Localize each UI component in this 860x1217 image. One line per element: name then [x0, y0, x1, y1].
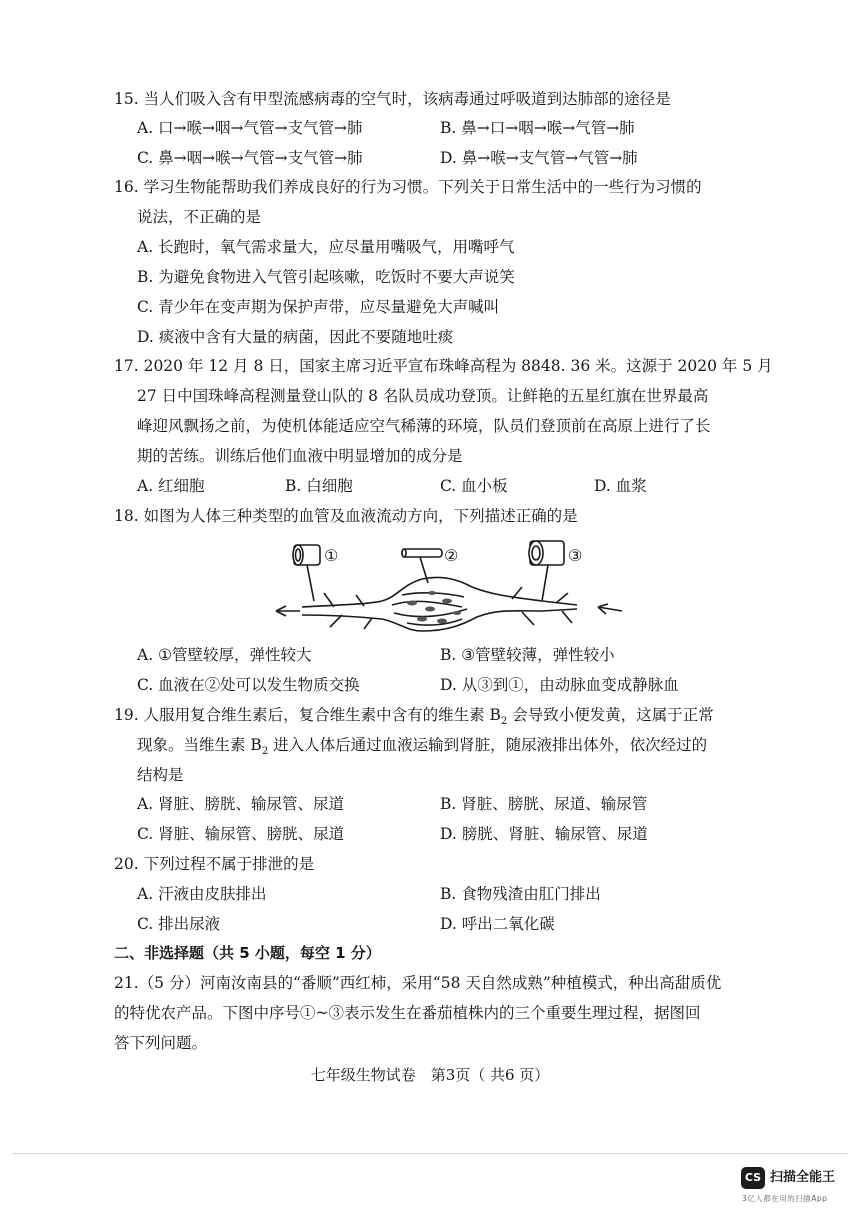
vessel-label-1: ① [324, 546, 339, 565]
q19-option-c: C. 肾脏、输尿管、膀胱、尿道 [137, 825, 345, 843]
camscanner-logo-icon: CS [741, 1167, 765, 1189]
q15-option-b: B. 鼻→口→咽→喉→气管→肺 [440, 119, 635, 137]
q17-option-a: A. 红细胞 [137, 477, 205, 495]
q15-stem: 15. 当人们吸入含有甲型流感病毒的空气时，该病毒通过呼吸道到达肺部的途径是 [114, 90, 671, 108]
q17-stem-line3: 峰迎风飘扬之前，为使机体能适应空气稀薄的环境，队员们登顶前在高原上进行了长 [137, 417, 711, 435]
q16-option-a: A. 长跑时，氧气需求量大，应尽量用嘴吸气，用嘴呼气 [137, 238, 515, 256]
q15-option-c: C. 鼻→咽→喉→气管→支气管→肺 [137, 149, 363, 167]
flow-arrow-left [276, 606, 300, 616]
q17-stem-line1: 17. 2020 年 12 月 8 日，国家主席习近平宣布珠峰高程为 8848. 36 米。这源于 2020 年 5 月 [114, 357, 773, 375]
q19-stem-line1-part1: 19. 人服用复合维生素后，复合维生素中含有的维生素 B [114, 706, 501, 724]
q17-stem-line4: 期的苦练。训练后他们血液中明显增加的成分是 [137, 447, 463, 465]
q18-option-d: D. 从③到①，由动脉血变成静脉血 [440, 676, 679, 694]
q19-stem-line2-part1: 现象。当维生素 B [137, 736, 262, 754]
q21-stem-line1: 21.（5 分）河南汝南县的“番顺”西红柿，采用“58 天自然成熟”种植模式，种出高甜质优 [114, 974, 722, 992]
blood-vessel-diagram [272, 535, 632, 635]
q20-stem: 20. 下列过程不属于排泄的是 [114, 855, 315, 873]
vessel-1-cross-section [293, 545, 320, 601]
vessel-3-cross-section [529, 541, 564, 601]
q19-stem-line2-part2: 进入人体后通过血液运输到肾脏，随尿液排出体外，依次经过的 [268, 736, 708, 754]
camscanner-tagline: 3亿人都在用的扫描App [742, 1194, 828, 1203]
q21-stem-line3: 答下列问题。 [114, 1034, 208, 1052]
q19-subscript-2: 2 [261, 746, 269, 758]
q19-stem-line1 [114, 704, 714, 733]
q15-option-d: D. 鼻→喉→支气管→气管→肺 [440, 149, 638, 167]
q19-stem-line1-part2: 会导致小便发黄，这属于正常 [507, 706, 714, 724]
q20-option-c: C. 排出尿液 [137, 915, 221, 933]
q19-option-d: D. 膀胱、肾脏、输尿管、尿道 [440, 825, 648, 843]
q18-option-a: A. ①管壁较厚，弹性较大 [137, 646, 312, 664]
q16-stem-line2: 说法，不正确的是 [137, 208, 262, 226]
q19-stem-line2 [137, 734, 707, 763]
q21-stem-line2: 的特优农产品。下图中序号①~③表示发生在番茄植株内的三个重要生理过程，据图回 [114, 1004, 701, 1022]
footer-divider [12, 1153, 848, 1154]
q19-option-a: A. 肾脏、膀胱、输尿管、尿道 [137, 795, 345, 813]
flow-arrow-right [598, 604, 622, 614]
q18-stem: 18. 如图为人体三种类型的血管及血液流动方向，下列描述正确的是 [114, 507, 578, 525]
q17-option-b: B. 白细胞 [285, 477, 353, 495]
q18-option-b: B. ③管壁较薄，弹性较小 [440, 646, 615, 664]
page-footer: 七年级生物试卷 第3页（ 共6 页） [310, 1066, 550, 1084]
q16-option-b: B. 为避免食物进入气管引起咳嗽，吃饭时不要大声说笑 [137, 268, 515, 286]
q17-option-d: D. 血浆 [594, 477, 647, 495]
camscanner-name: 扫描全能王 [770, 1170, 836, 1185]
q15-option-a: A. 口→喉→咽→气管→支气管→肺 [137, 119, 363, 137]
q18-option-c: C. 血液在②处可以发生物质交换 [137, 676, 360, 694]
q19-subscript-1: 2 [500, 716, 508, 728]
q16-option-d: D. 痰液中含有大量的病菌，因此不要随地吐痰 [137, 328, 454, 346]
vessel-label-3: ③ [568, 546, 583, 565]
section-heading: 二、非选择题（共 5 小题，每空 1 分） [114, 944, 381, 962]
vessel-network [302, 577, 577, 631]
q19-stem-line3: 结构是 [137, 766, 184, 784]
q20-option-b: B. 食物残渣由肛门排出 [440, 885, 601, 903]
q20-option-a: A. 汗液由皮肤排出 [137, 885, 267, 903]
q19-option-b: B. 肾脏、膀胱、尿道、输尿管 [440, 795, 648, 813]
q17-stem-line2: 27 日中国珠峰高程测量登山队的 8 名队员成功登顶。让鲜艳的五星红旗在世界最高 [137, 387, 709, 405]
q20-option-d: D. 呼出二氧化碳 [440, 915, 555, 933]
q16-option-c: C. 青少年在变声期为保护声带，应尽量避免大声喊叫 [137, 298, 500, 316]
q17-option-c: C. 血小板 [440, 477, 508, 495]
q16-stem-line1: 16. 学习生物能帮助我们养成良好的行为习惯。下列关于日常生活中的一些行为习惯的 [114, 178, 702, 196]
vessel-label-2: ② [444, 546, 459, 565]
